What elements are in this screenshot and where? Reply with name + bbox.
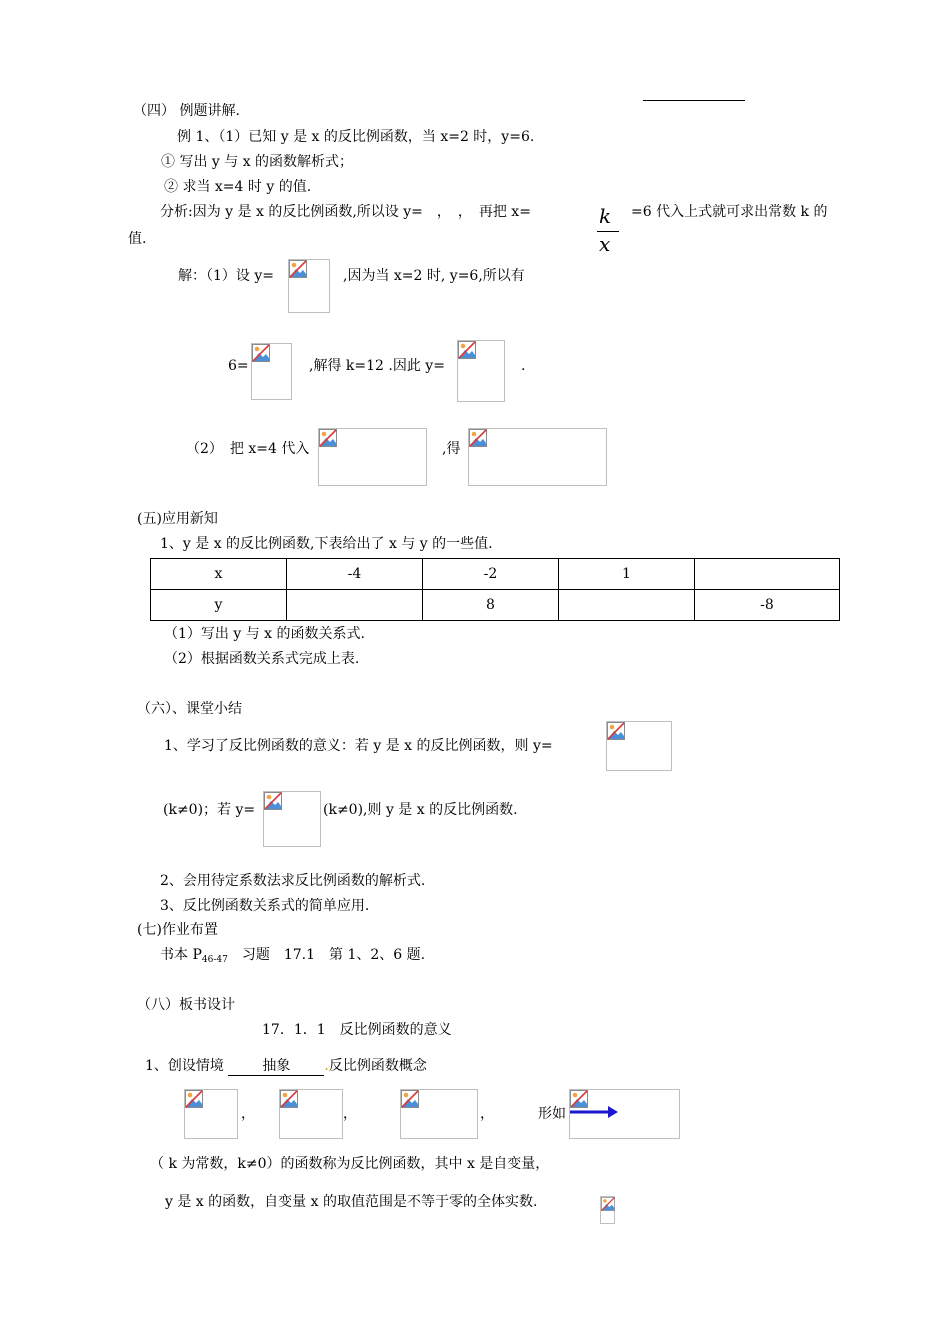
summary-item-2: 2、会用待定系数法求反比例函数的解析式.: [160, 873, 426, 889]
table-cell: [287, 590, 423, 621]
section-4-heading: （四） 例题讲解.: [133, 103, 240, 119]
broken-image-icon: [401, 1090, 419, 1108]
solution-text-b: ,因为当 x=2 时, y=6,所以有: [343, 268, 525, 284]
part-2-text-a: （2） 把 x=4 代入: [186, 441, 310, 457]
example-1-text: 例 1、（1）已知 y 是 x 的反比例函数，当 x=2 时，y=6.: [177, 129, 535, 145]
formula-image-placeholder: [569, 1089, 680, 1139]
formula-image-placeholder: [184, 1089, 238, 1139]
formula-image-placeholder: [318, 428, 427, 486]
table-question: 1、y 是 x 的反比例函数,下表给出了 x 与 y 的一些值.: [160, 536, 493, 552]
analysis-text-a: 分析:因为 y 是 x 的反比例函数,所以设 y= ， ， 再把 x=: [160, 204, 531, 220]
k-over-x-fraction: [596, 204, 622, 256]
table-cell: 8: [423, 590, 559, 621]
equation-text-a: 6=: [228, 358, 249, 374]
subquestion-2: （2）根据函数关系式完成上表.: [164, 651, 360, 667]
part-2-text-b: ,得: [442, 441, 461, 457]
top-rule: [643, 100, 745, 101]
formula-image-placeholder: [468, 428, 607, 486]
broken-image-icon: [289, 260, 307, 278]
fraction-numerator: k: [599, 204, 612, 228]
table-cell: -8: [695, 590, 840, 621]
equation-text-b: ,解得 k=12 .因此 y=: [309, 358, 445, 374]
homework-text: 书本 $P_{46-47}$ 习题 17.1 第 1、2、6 题.: [160, 947, 426, 965]
summary-item-3: 3、反比例函数关系式的简单应用.: [160, 898, 370, 914]
equation-text-c: .: [521, 358, 526, 374]
formula-image-placeholder: [251, 343, 292, 400]
comma: ，: [241, 1106, 255, 1122]
section-5-heading: (五)应用新知: [137, 511, 218, 527]
table-cell: -2: [423, 559, 559, 590]
arrow-right-icon: [570, 1104, 620, 1120]
section-8-heading: （八）板书设计: [137, 997, 235, 1013]
summary-item-1a: 1、学习了反比例函数的意义：若 y 是 x 的反比例函数，则 y=: [164, 738, 553, 754]
shape-label: 形如: [538, 1106, 566, 1122]
formula-image-placeholder: [263, 791, 321, 847]
broken-image-icon: [319, 429, 337, 447]
board-line-1: 1、创设情境 抽象 .反比例函数概念: [145, 1058, 427, 1074]
fraction-denominator: x: [599, 232, 611, 256]
table-row-x: [151, 559, 840, 590]
value-table: [150, 558, 840, 621]
section-6-heading: （六）、课堂小结: [137, 701, 242, 717]
table-row-y: [151, 590, 840, 621]
comma: ，: [343, 1106, 357, 1122]
board-title: 17．1．1 反比例函数的意义: [262, 1022, 452, 1038]
table-cell: x: [151, 559, 287, 590]
broken-image-icon: [280, 1090, 298, 1108]
formula-image-placeholder: [600, 1196, 615, 1224]
table-cell: y: [151, 590, 287, 621]
summary-item-1c: (k≠0),则 y 是 x 的反比例函数.: [323, 802, 518, 818]
board-line-2: （ k 为常数，k≠0）的函数称为反比例函数，其中 x 是自变量，: [150, 1156, 550, 1172]
table-cell: -4: [287, 559, 423, 590]
formula-image-placeholder: [400, 1089, 478, 1139]
table-cell: [559, 590, 695, 621]
broken-image-icon: [607, 722, 625, 740]
subquestion-1: （1）写出 y 与 x 的函数关系式.: [164, 626, 365, 642]
broken-image-icon: [264, 792, 282, 810]
table-cell: [695, 559, 840, 590]
broken-image-icon: [185, 1090, 203, 1108]
section-7-heading: (七)作业布置: [137, 922, 218, 938]
formula-image-placeholder: [606, 721, 672, 771]
broken-image-icon: [469, 429, 487, 447]
question-2: ② 求当 x=4 时 y 的值.: [164, 179, 312, 195]
formula-image-placeholder: [288, 259, 330, 313]
broken-image-icon: [458, 341, 476, 359]
board-line-3: y 是 x 的函数，自变量 x 的取值范围是不等于零的全体实数.: [165, 1194, 538, 1210]
question-1: ① 写出 y 与 x 的函数解析式；: [161, 154, 354, 170]
summary-item-1b: (k≠0)；若 y=: [163, 802, 256, 818]
analysis-text-b: =6 代入上式就可求出常数 k 的: [631, 204, 828, 220]
broken-image-icon: [601, 1197, 615, 1211]
comma: ，: [480, 1106, 494, 1122]
table-cell: 1: [559, 559, 695, 590]
broken-image-icon: [252, 344, 270, 362]
analysis-text-c: 值.: [128, 231, 147, 247]
formula-image-placeholder: [279, 1089, 343, 1139]
formula-image-placeholder: [457, 340, 505, 402]
solution-text-a: 解：（1）设 y=: [178, 268, 274, 284]
